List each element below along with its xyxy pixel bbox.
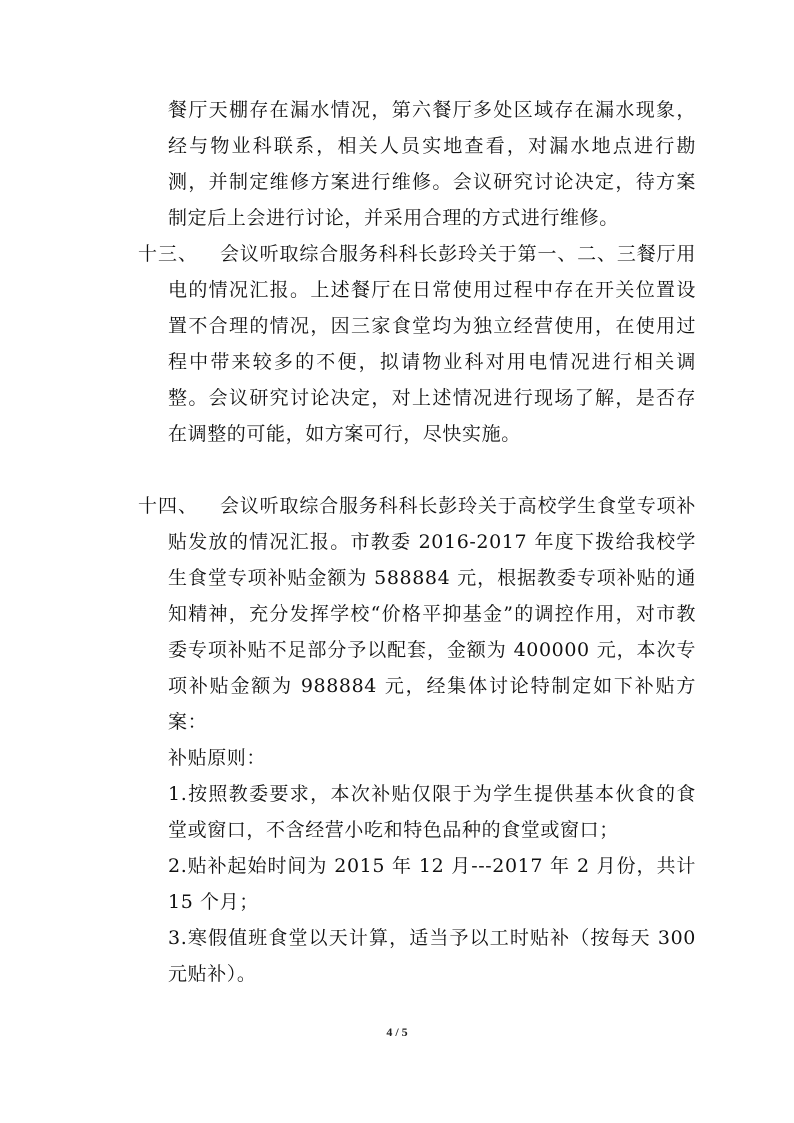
item-text: 会议听取综合服务科科长彭玲关于高校学生食堂专项补贴发放的情况汇报。市教委 2016-2017 年度下拨给我校学生食堂专项补贴金额为 588884 元，根据教委专项补贴的通知精神，充分发挥学校“价格平抑基金”的调控作用，对市教委专项补贴不足部分予以配套，金额为 400000 元，本次专项补贴金额为 988884 元，经集体讨论特制定如下补贴方案：	[168, 495, 696, 733]
agenda-item-13	[138, 236, 698, 488]
item-number: 十四、	[138, 495, 199, 517]
item-text: 会议听取综合服务科科长彭玲关于第一、二、三餐厅用电的情况汇报。上述餐厅在日常使用过程中存在开关位置设置不合理的情况，因三家食堂均为独立经营使用，在使用过程中带来较多的不便，拟请物业科对用电情况进行相关调整。会议研究讨论决定，对上述情况进行现场了解，是否存在调整的可能，如方案可行，尽快实施。	[168, 243, 696, 445]
principles-heading: 补贴原则：	[168, 747, 267, 769]
item-number: 十三、	[138, 243, 199, 265]
continuation-paragraph: 餐厅天棚存在漏水情况，第六餐厅多处区域存在漏水现象，经与物业科联系，相关人员实地查看，对漏水地点进行勘测，并制定维修方案进行维修。会议研究讨论决定，待方案制定后上会进行讨论，并采用合理的方式进行维修。	[168, 99, 696, 229]
page-number: 4 / 5	[386, 1025, 408, 1039]
agenda-item-14	[138, 488, 698, 740]
principle-item-2: 2.贴补起始时间为 2015 年 12 月---2017 年 2 月份，共计 15 个月；	[168, 855, 696, 913]
principle-item-3: 3.寒假值班食堂以天计算，适当予以工时贴补（按每天 300 元贴补）。	[168, 927, 696, 985]
principle-item-1: 1.按照教委要求，本次补贴仅限于为学生提供基本伙食的食堂或窗口，不含经营小吃和特色品种的食堂或窗口；	[168, 783, 696, 841]
